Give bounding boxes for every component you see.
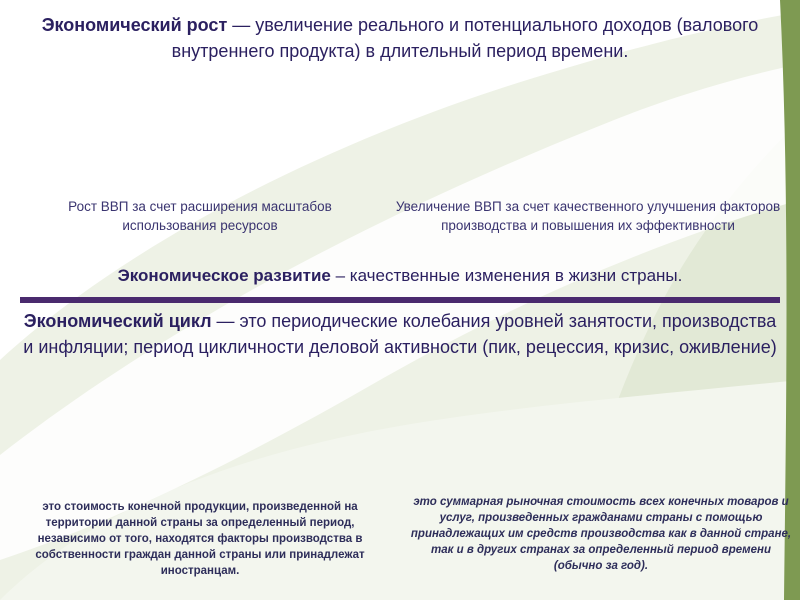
extensive-growth-text: Рост ВВП за счет расширения масштабов использования ресурсов	[68, 199, 332, 233]
economic-cycle-definition	[20, 308, 780, 360]
economic-development-text: – качественные изменения в жизни страны.	[330, 266, 683, 285]
economic-growth-text: — увеличение реального и потенциального доходов (валового внутреннего продукта) в длительный период времени.	[171, 15, 759, 61]
gdp-definition-text: это стоимость конечной продукции, произведенной на территории данной страны за определенный период, независимо от того, находятся факторы производства в собственности граждан данной страны или принадлежат иностранцам.	[35, 501, 365, 577]
economic-cycle-term: Экономический цикл	[23, 311, 212, 331]
economic-cycle-text: — это периодические колебания уровней занятости, производства и инфляции; период цикличности деловой активности (пик, рецессия, кризис, оживление)	[23, 311, 777, 357]
economic-growth-term: Экономический рост	[41, 15, 228, 35]
economic-growth-definition	[20, 12, 780, 64]
gnp-definition-text: это суммарная рыночная стоимость всех конечных товаров и услуг, произведенных гражданами страны с помощью принадлежащих им средств производства как в данной стране, так и в других странах за определенный период времени (обычно за год).	[410, 496, 792, 572]
section-divider	[20, 297, 780, 303]
economic-development-definition	[20, 264, 780, 288]
intensive-growth-text: Увеличение ВВП за счет качественного улучшения факторов производства и повышения их эффективности	[395, 199, 781, 233]
economic-development-term: Экономическое развитие	[117, 266, 331, 285]
